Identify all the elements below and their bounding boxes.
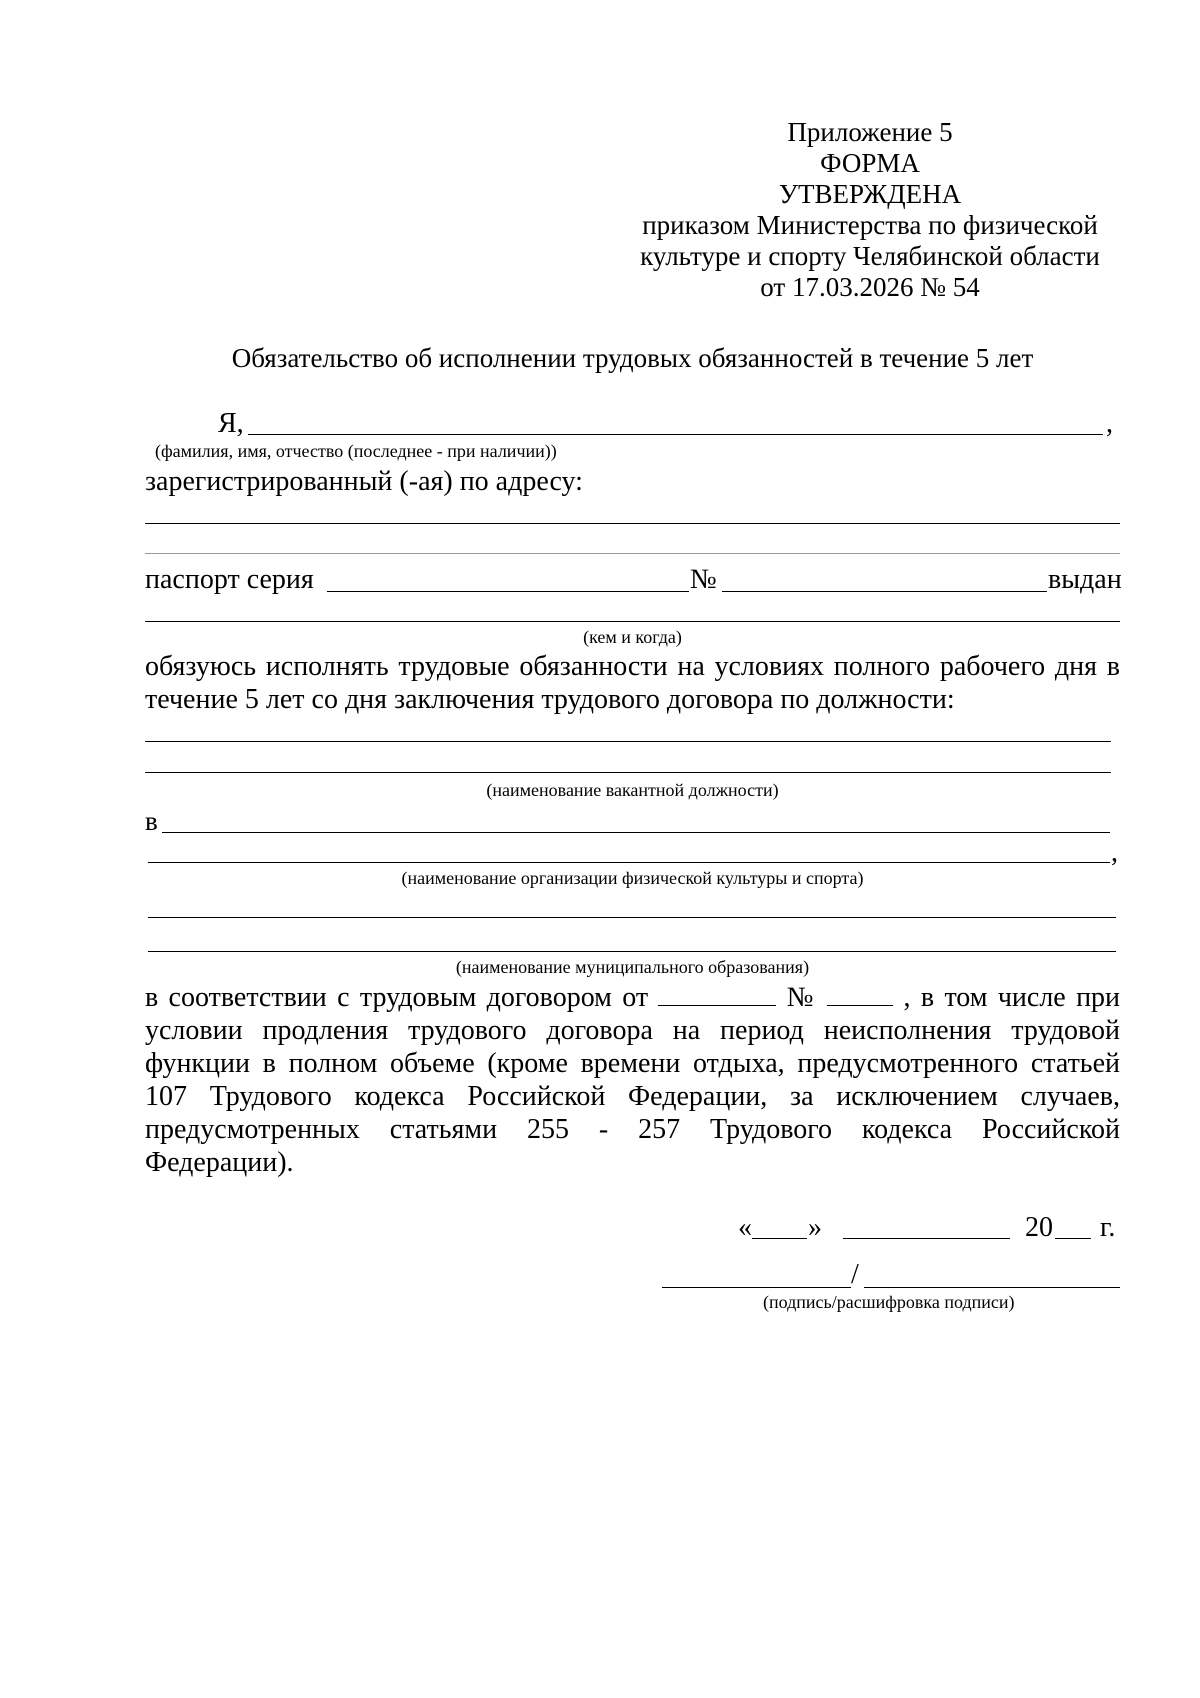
signature-hint: (подпись/расшифровка подписи) (763, 1292, 1015, 1312)
order-line-2: культуре и спорту Челябинской области (640, 241, 1100, 271)
contract-line-1 (145, 981, 1120, 1014)
contract-line-6: Федерации). (145, 1147, 294, 1178)
order-date-number: от 17.03.2026 № 54 (760, 272, 980, 302)
contract-number-field[interactable] (827, 983, 893, 1006)
signature-slash: / (851, 1259, 859, 1290)
contract-number-sign: № (786, 982, 817, 1013)
date-year-prefix: 20 (1025, 1212, 1053, 1243)
contract-line-3: функции в полном объеме (кроме времени отдыха, предусмотренного статьей (145, 1048, 1120, 1079)
contract-date-field[interactable] (658, 983, 776, 1006)
contract-text-a: в соответствии с трудовым договором от (145, 982, 649, 1013)
obligation-line-2: течение 5 лет со дня заключения трудового договора по должности: (145, 684, 955, 715)
signature-name-field[interactable] (864, 1287, 1120, 1288)
signature-field[interactable] (662, 1287, 851, 1288)
address-field-1[interactable] (145, 523, 1120, 524)
document-title: Обязательство об исполнении трудовых обязанностей в течение 5 лет (231, 343, 1034, 373)
contract-line-4: 107 Трудового кодекса Российской Федерации, за исключением случаев, (145, 1081, 1120, 1112)
person-name-field[interactable] (248, 434, 1103, 435)
passport-hint: (кем и когда) (583, 627, 682, 647)
date-year-field[interactable] (1055, 1238, 1091, 1239)
date-year-suffix: г. (1100, 1212, 1116, 1243)
municipality-field-2[interactable] (148, 951, 1116, 952)
person-hint: (фамилия, имя, отчество (последнее - при наличии)) (155, 441, 557, 461)
contract-line-5: предусмотренных статьями 255 - 257 Трудового кодекса Российской (145, 1114, 1120, 1145)
org-field-1[interactable] (162, 832, 1110, 833)
form-label: ФОРМА (820, 148, 920, 178)
obligation-line-1: обязуюсь исполнять трудовые обязанности на условиях полного рабочего дня в (145, 651, 1120, 682)
order-line-1: приказом Министерства по физической (642, 210, 1098, 240)
org-prefix: в (145, 806, 158, 836)
position-field-1[interactable] (145, 741, 1111, 742)
address-field-2[interactable] (145, 553, 1120, 554)
date-close-quote: » (808, 1212, 822, 1243)
position-hint: (наименование вакантной должности) (486, 780, 779, 800)
passport-series-field[interactable] (327, 591, 689, 592)
passport-number-sign: № (690, 564, 717, 595)
passport-issued-label: выдан (1048, 564, 1122, 595)
org-field-2[interactable] (148, 862, 1110, 863)
date-open-quote: « (738, 1212, 752, 1243)
approved-label: УТВЕРЖДЕНА (778, 179, 962, 209)
passport-number-field[interactable] (722, 591, 1047, 592)
date-month-field[interactable] (843, 1238, 1010, 1239)
contract-line-2: условии продления трудового договора на период неисполнения трудовой (145, 1015, 1120, 1046)
appendix-number: Приложение 5 (787, 117, 953, 147)
person-prefix: Я, (218, 408, 244, 439)
passport-label: паспорт серия (145, 564, 314, 595)
contract-text-c: , в том числе при (903, 982, 1121, 1013)
passport-issuer-field[interactable] (145, 621, 1120, 622)
position-field-2[interactable] (145, 772, 1111, 773)
address-label: зарегистрированный (-ая) по адресу: (145, 466, 583, 497)
org-hint: (наименование организации физической культуры и спорта) (401, 868, 864, 888)
municipality-field-1[interactable] (148, 917, 1116, 918)
org-suffix: , (1111, 837, 1118, 868)
municipality-hint: (наименование муниципального образования) (455, 957, 810, 977)
person-suffix: , (1106, 408, 1113, 439)
date-day-field[interactable] (752, 1238, 807, 1239)
